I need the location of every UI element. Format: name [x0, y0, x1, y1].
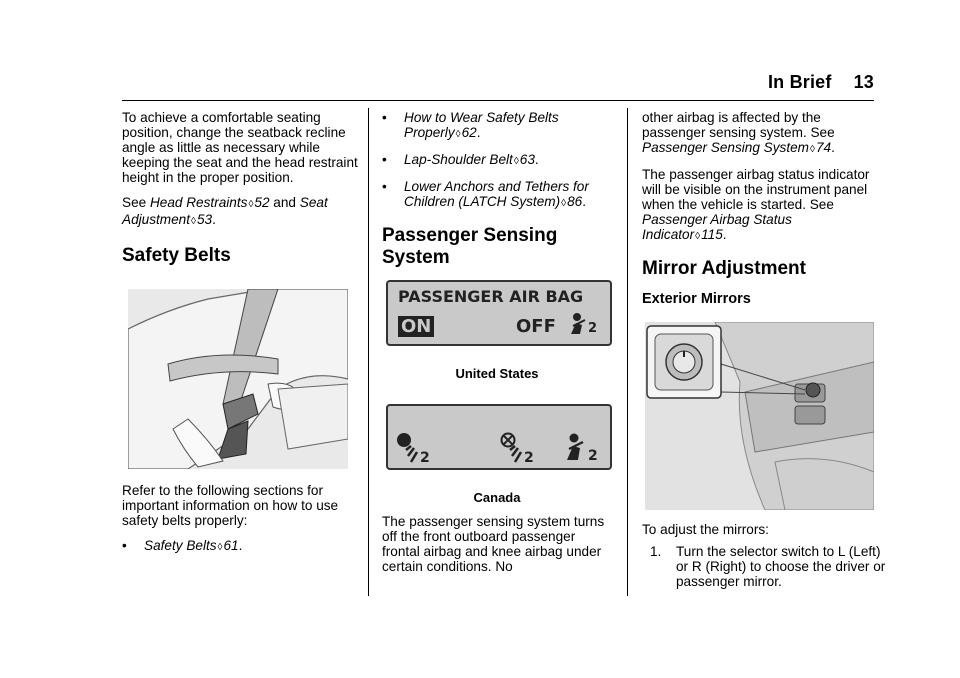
- caption-united-states: United States: [455, 366, 539, 381]
- passenger-sensing-paragraph: The passenger sensing system turns off the front outboard passenger frontal airbag and knee airbag under certain conditions. No: [382, 514, 605, 574]
- seating-paragraph: To achieve a comfortable seating position, change the seatback recline angle as little as necessary while keeping the seat and the head restraint height in the proper position.: [122, 110, 358, 185]
- exterior-mirrors-subheading: Exterior Mirrors: [642, 291, 751, 307]
- column-divider-1: [368, 108, 369, 596]
- link-how-to-wear[interactable]: How to Wear Safety Belts Properly: [404, 110, 559, 140]
- step-number: 1.: [650, 544, 662, 559]
- page-ref: 53: [196, 212, 213, 227]
- us-airbag-display: [386, 280, 612, 346]
- caption-canada: Canada: [473, 490, 521, 505]
- page-ref: 86: [567, 194, 583, 209]
- bullet-item: • How to Wear Safety Belts Properly◊62.: [382, 110, 559, 140]
- link-lower-anchors[interactable]: Lower Anchors and Tethers for Children (LATCH System): [404, 179, 589, 209]
- display-off: OFF: [516, 316, 556, 337]
- svg-text:2: 2: [588, 321, 598, 336]
- link-lap-shoulder-belt[interactable]: Lap-Shoulder Belt: [404, 152, 513, 167]
- airbag-on-icon: [394, 432, 436, 469]
- ref-arrow-icon: ◊: [513, 156, 519, 167]
- ref-arrow-icon: ◊: [810, 144, 815, 155]
- safety-belt-illustration: [128, 289, 348, 469]
- airbag-off-icon: [498, 432, 540, 469]
- page-ref: 62: [461, 125, 477, 140]
- passenger-seat-icon: [568, 312, 600, 343]
- column-1: [122, 110, 358, 565]
- adjust-mirrors-intro: To adjust the mirrors:: [642, 522, 769, 537]
- page-ref: 74: [815, 140, 832, 155]
- canada-airbag-display: [386, 404, 612, 470]
- link-seat-adjustment[interactable]: Seat Adjustment: [122, 195, 328, 227]
- bullet-marker: •: [382, 152, 387, 167]
- safety-belts-paragraph: Refer to the following sections for important information on how to use safety belts properly:: [122, 483, 339, 528]
- svg-text:2: 2: [524, 450, 534, 464]
- mirror-control-illustration: [645, 322, 874, 510]
- ref-arrow-icon: ◊: [561, 198, 567, 209]
- ref-arrow-icon: ◊: [248, 199, 254, 210]
- link-passenger-sensing-system[interactable]: Passenger Sensing System: [642, 140, 809, 155]
- mirror-adjustment-heading: Mirror Adjustment: [642, 258, 806, 279]
- link-head-restraints[interactable]: Head Restraints: [149, 195, 248, 210]
- safety-belts-heading: Safety Belts: [122, 245, 231, 266]
- step-1: [650, 544, 886, 589]
- page-number: 13: [853, 72, 874, 92]
- ref-arrow-icon: ◊: [455, 129, 461, 140]
- bullet-item: • Lower Anchors and Tethers for Children (LATCH System)◊86.: [382, 179, 589, 209]
- display-on: ON: [398, 316, 434, 337]
- link-safety-belts[interactable]: Safety Belts: [144, 538, 217, 553]
- step-text: Turn the selector switch to L (Left) or R (Right) to choose the driver or passenger mirror.: [676, 544, 886, 589]
- bullet-item: • Safety Belts◊61.: [122, 538, 243, 553]
- display-title: PASSENGER AIR BAG: [398, 287, 584, 306]
- ref-arrow-icon: ◊: [695, 231, 701, 242]
- see-references: See Head Restraints◊52 and Seat Adjustment◊53.: [122, 195, 328, 227]
- passenger-sensing-heading: Passenger Sensing System: [382, 225, 558, 268]
- bullet-marker: •: [122, 538, 127, 553]
- column-divider-2: [627, 108, 628, 596]
- ref-arrow-icon: ◊: [217, 542, 223, 553]
- header-rule: [122, 100, 874, 101]
- bullet-item: • Lap-Shoulder Belt◊63.: [382, 152, 539, 167]
- page-ref: 52: [254, 195, 270, 210]
- ref-arrow-icon: ◊: [191, 216, 196, 227]
- bullet-marker: •: [382, 110, 387, 125]
- column-3: [642, 110, 876, 307]
- section-title: In Brief: [767, 72, 832, 92]
- page-ref: 63: [519, 152, 535, 167]
- link-passenger-airbag-status[interactable]: Passenger Airbag Status Indicator: [642, 212, 792, 242]
- column-2: [382, 110, 614, 269]
- passenger-seat-icon: [564, 432, 606, 469]
- bullet-marker: •: [382, 179, 387, 194]
- page-header: [768, 72, 874, 93]
- status-indicator-paragraph: The passenger airbag status indicator will be visible on the instrument panel when the vehicle is started. See Passenger Airbag Status Indicator◊115.: [642, 167, 870, 242]
- svg-text:2: 2: [588, 448, 598, 464]
- page-ref: 61: [223, 538, 239, 553]
- svg-text:2: 2: [420, 450, 430, 464]
- airbag-paragraph: other airbag is affected by the passenger sensing system. See Passenger Sensing System◊74.: [642, 110, 835, 155]
- page-ref: 115: [701, 227, 723, 242]
